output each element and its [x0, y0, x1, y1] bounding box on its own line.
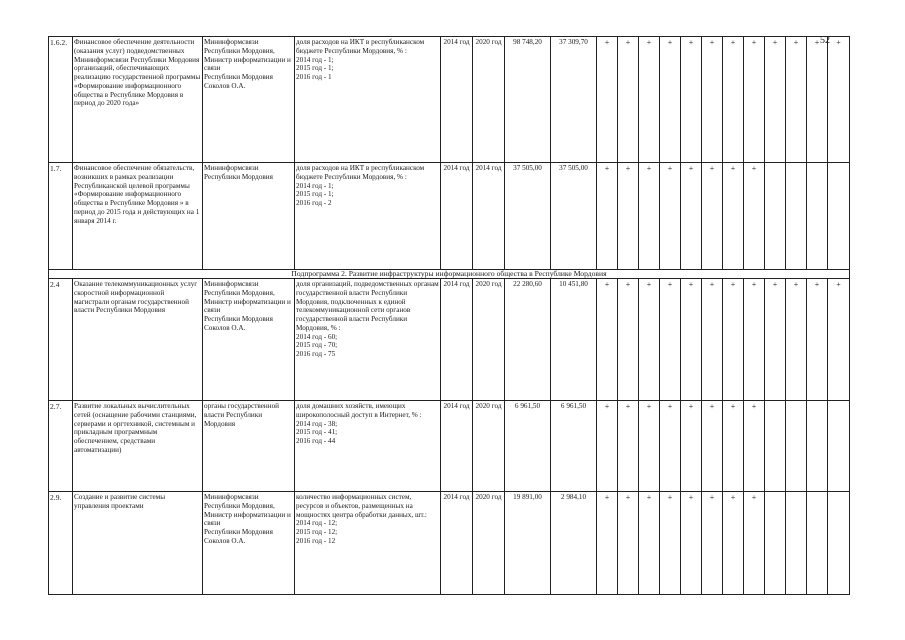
table-row [49, 163, 850, 270]
start-year: 2014 год [441, 401, 473, 492]
quarter-mark: + [597, 37, 618, 163]
start-year: 2014 год [441, 279, 473, 401]
quarter-mark: + [618, 37, 639, 163]
total-amount: 37 505,00 [505, 163, 551, 270]
quarter-mark: + [807, 37, 828, 163]
measure-name: Создание и развитие системы управления проектами [73, 492, 203, 595]
row-number: 1.7. [49, 163, 73, 270]
quarter-mark: + [744, 492, 765, 595]
quarter-mark [786, 401, 807, 492]
quarter-mark [765, 163, 786, 270]
quarter-mark: + [723, 492, 744, 595]
end-year: 2020 год [473, 401, 505, 492]
page-number: 52 [820, 35, 830, 46]
quarter-mark [786, 492, 807, 595]
end-year: 2020 год [473, 492, 505, 595]
start-year: 2014 год [441, 492, 473, 595]
measure-name: Оказание телекоммуникационных услуг скоростной информационной магистрали органам государственной власти Республики Мордовия [73, 279, 203, 401]
subprogram-header-row [49, 270, 850, 279]
quarter-mark [807, 163, 828, 270]
executor: Мининформсвязи Республики Мордовия, Министр информатизации и связи Республики Мордовия Соколов О.А. [203, 279, 295, 401]
quarter-mark: + [786, 37, 807, 163]
quarter-mark [828, 163, 850, 270]
quarter-mark: + [660, 401, 681, 492]
quarter-mark: + [702, 492, 723, 595]
quarter-mark: + [681, 37, 702, 163]
quarter-mark: + [639, 401, 660, 492]
row-number: 2.9. [49, 492, 73, 595]
quarter-mark: + [702, 401, 723, 492]
quarter-mark: + [681, 492, 702, 595]
quarter-mark: + [660, 37, 681, 163]
quarter-mark: + [744, 401, 765, 492]
row-number: 2.4 [49, 279, 73, 401]
quarter-mark: + [639, 163, 660, 270]
quarter-mark: + [765, 37, 786, 163]
executor: Мининформсвязи Республики Мордовия [203, 163, 295, 270]
quarter-mark: + [681, 163, 702, 270]
quarter-mark: + [618, 492, 639, 595]
quarter-mark [765, 401, 786, 492]
quarter-mark: + [597, 492, 618, 595]
total-amount: 22 280,60 [505, 279, 551, 401]
quarter-mark: + [744, 279, 765, 401]
quarter-mark [828, 492, 850, 595]
quarter-mark [807, 401, 828, 492]
table-row [49, 401, 850, 492]
quarter-mark: + [723, 401, 744, 492]
quarter-mark: + [681, 279, 702, 401]
quarter-mark: + [744, 163, 765, 270]
quarter-mark: + [807, 279, 828, 401]
quarter-mark: + [744, 37, 765, 163]
indicator: доля расходов на ИКТ в республиканском бюджете Республики Мордовия, % : 2014 год - 1; 2015 год - 1; 2016 год - 2 [295, 163, 441, 270]
end-year: 2020 год [473, 37, 505, 163]
quarter-mark: + [639, 492, 660, 595]
total-amount: 19 891,00 [505, 492, 551, 595]
quarter-mark: + [618, 163, 639, 270]
indicator: доля домашних хозяйств, имеющих широкополосный доступ в Интернет, % : 2014 год - 38; 2015 год - 41; 2016 год - 44 [295, 401, 441, 492]
budget-amount: 37 309,70 [551, 37, 597, 163]
indicator: доля расходов на ИКТ в республиканском бюджете Республики Мордовия, % : 2014 год - 1; 2015 год - 1; 2016 год - 1 [295, 37, 441, 163]
quarter-mark: + [702, 37, 723, 163]
subprogram-title: Подпрограмма 2. Развитие инфраструктуры информационного общества в Республике Мордовия [49, 270, 850, 279]
quarter-mark: + [786, 279, 807, 401]
row-number: 2.7. [49, 401, 73, 492]
total-amount: 6 961,50 [505, 401, 551, 492]
quarter-mark: + [618, 401, 639, 492]
quarter-mark: + [618, 279, 639, 401]
quarter-mark: + [660, 279, 681, 401]
budget-amount: 6 961,50 [551, 401, 597, 492]
table-row [49, 279, 850, 401]
quarter-mark: + [660, 163, 681, 270]
executor: Мининформсвязи Республики Мордовия, Министр информатизации и связи Республики Мордовия Соколов О.А. [203, 37, 295, 163]
executor: Мининформсвязи Республики Мордовия, Министр информатизации и связи Республики Мордовия Соколов О.А. [203, 492, 295, 595]
quarter-mark: + [723, 37, 744, 163]
indicator: количество информационных систем, ресурсов и объектов, размещенных на мощностях центра обработки данных, шт.: 2014 год - 12; 2015 год - 12; 2016 год - 12 [295, 492, 441, 595]
quarter-mark: + [639, 37, 660, 163]
budget-amount: 10 451,80 [551, 279, 597, 401]
quarter-mark [765, 492, 786, 595]
measure-name: Развитие локальных вычислительных сетей (оснащение рабочими станциями, серверами и оргтехникой, системным и прикладным программным обеспечением, средствами автоматизации) [73, 401, 203, 492]
total-amount: 98 748,20 [505, 37, 551, 163]
table-row [49, 492, 850, 595]
measure-name: Финансовое обеспечение обязательств, возникших в рамках реализации Республиканской целевой программы «Формирование информационного общества в Республике Мордовия » в период до 2015 года и действующих на 1 января 2014 г. [73, 163, 203, 270]
budget-amount: 2 984,10 [551, 492, 597, 595]
quarter-mark: + [723, 163, 744, 270]
quarter-mark: + [828, 279, 850, 401]
end-year: 2014 год [473, 163, 505, 270]
program-table [48, 36, 850, 595]
measure-name: Финансовое обеспечение деятельности (оказания услуг) подведомственных Мининформсвязи Республики Мордовия организаций, обеспечивающих реализацию государственной программы «Формирование информационного общества в Республике Мордовия в период до 2020 года» [73, 37, 203, 163]
quarter-mark: + [597, 401, 618, 492]
quarter-mark: + [723, 279, 744, 401]
quarter-mark [807, 492, 828, 595]
table-row [49, 37, 850, 163]
start-year: 2014 год [441, 163, 473, 270]
quarter-mark: + [639, 279, 660, 401]
executor: органы государственной власти Республики Мордовия [203, 401, 295, 492]
indicator: доля организаций, подведомственных органам государственной власти Республики Мордовия, подключенных к единой телекоммуникационной сети органов государственной власти Республики Мордовия, % : 2014 год - 60; 2015 год - 70; 2016 год - 75 [295, 279, 441, 401]
quarter-mark [828, 401, 850, 492]
quarter-mark [786, 163, 807, 270]
quarter-mark: + [702, 163, 723, 270]
quarter-mark: + [828, 37, 850, 163]
quarter-mark: + [681, 401, 702, 492]
quarter-mark: + [702, 279, 723, 401]
quarter-mark: + [597, 279, 618, 401]
start-year: 2014 год [441, 37, 473, 163]
quarter-mark: + [660, 492, 681, 595]
quarter-mark: + [765, 279, 786, 401]
quarter-mark: + [597, 163, 618, 270]
budget-amount: 37 505,00 [551, 163, 597, 270]
end-year: 2020 год [473, 279, 505, 401]
row-number: 1.6.2. [49, 37, 73, 163]
